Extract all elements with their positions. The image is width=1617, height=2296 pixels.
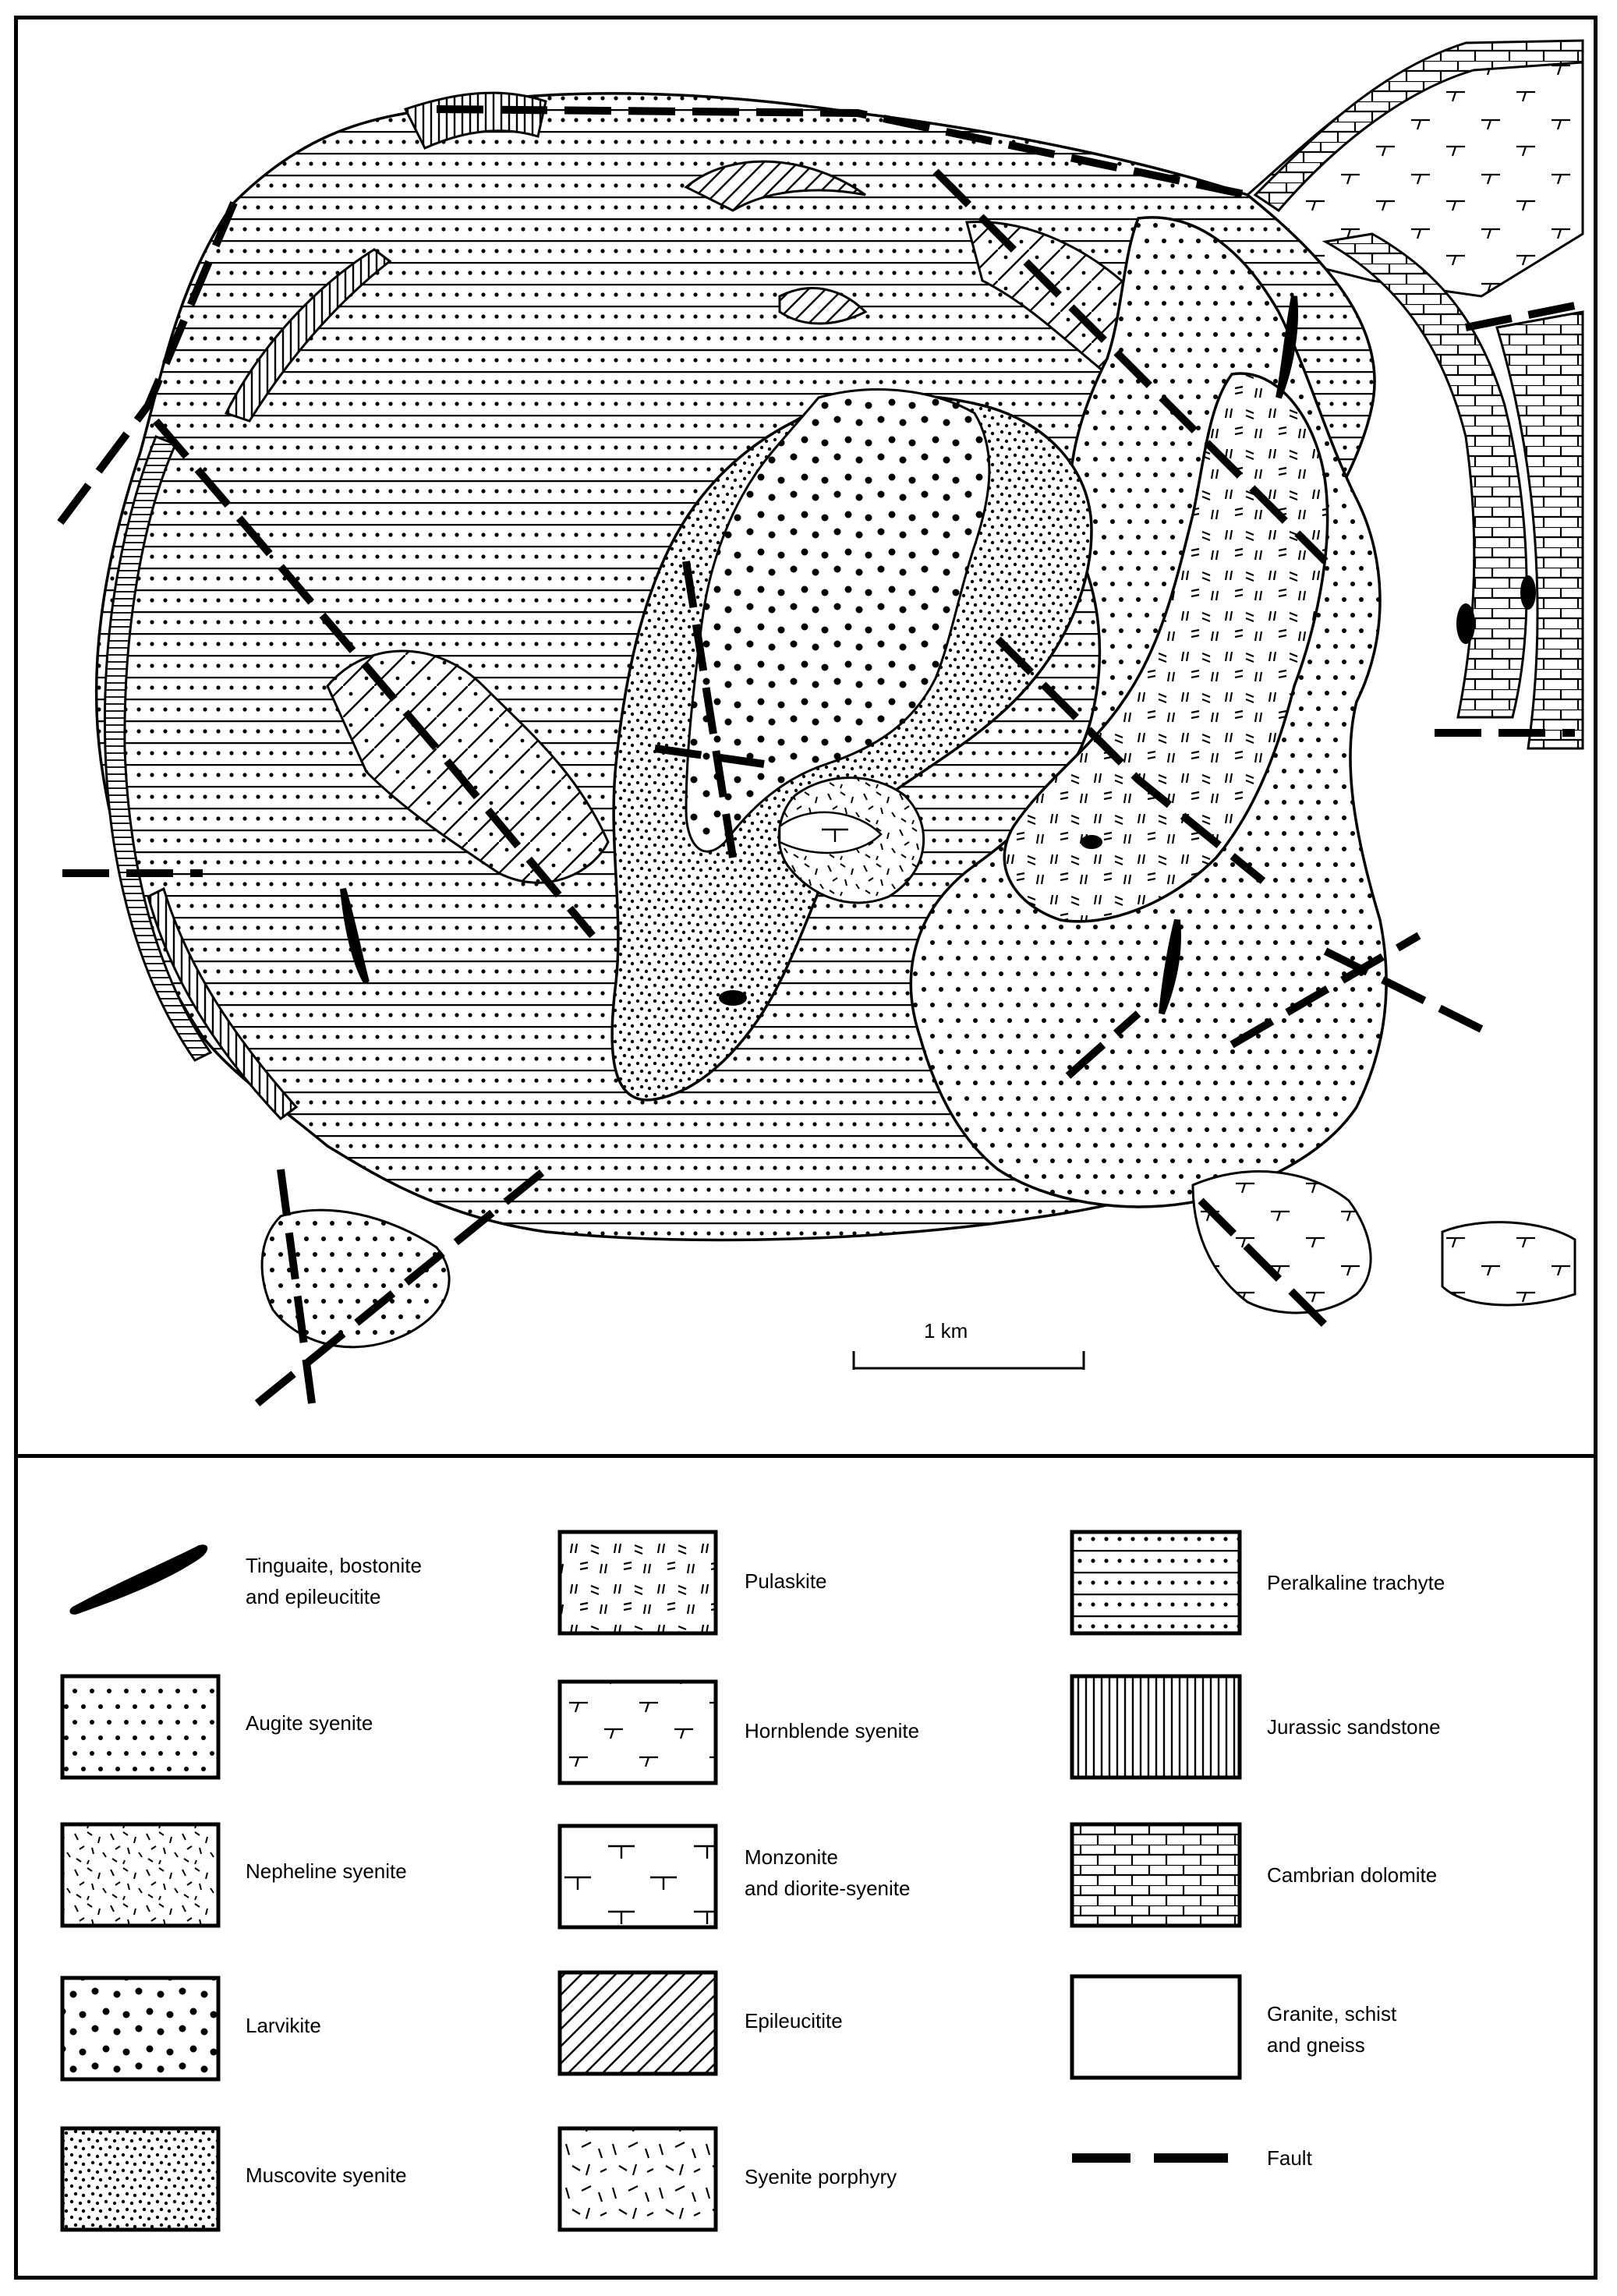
legend-swatch-monzonite bbox=[560, 1826, 716, 1927]
legend-label-tinguaite: Tinguaite, bostonite and epileucitite bbox=[246, 1554, 422, 1608]
legend-swatch-epileucitite bbox=[560, 1972, 716, 2074]
legend-label-granite: Granite, schist and gneiss bbox=[1267, 2002, 1397, 2057]
legend-swatch-sandstone bbox=[1072, 1676, 1240, 1778]
legend-label-trachyte: Peralkaline trachyte bbox=[1267, 1571, 1445, 1594]
scale-bar-label: 1 km bbox=[924, 1319, 968, 1343]
legend-swatch-tinguaite bbox=[69, 1544, 207, 1615]
legend-label-pulaskite: Pulaskite bbox=[745, 1569, 827, 1593]
legend-label-nepheline: Nepheline syenite bbox=[246, 1859, 407, 1883]
legend-label-hornblende: Hornblende syenite bbox=[745, 1719, 920, 1742]
legend-swatch-augite bbox=[62, 1676, 218, 1778]
legend-label-porphyry: Syenite porphyry bbox=[745, 2165, 897, 2188]
legend-swatch-granite bbox=[1072, 1976, 1240, 2078]
legend-label-larvikite: Larvikite bbox=[246, 2014, 321, 2037]
legend-swatch-trachyte bbox=[1072, 1532, 1240, 1633]
legend-swatch-dolomite bbox=[1072, 1824, 1240, 1926]
legend-swatch-larvikite bbox=[62, 1978, 218, 2079]
legend-label-epileucitite: Epileucitite bbox=[745, 2009, 843, 2032]
legend-label-monzonite: Monzonite and diorite-syenite bbox=[745, 1845, 911, 1900]
legend-label-sandstone: Jurassic sandstone bbox=[1267, 1715, 1441, 1739]
legend-swatch-hornblende bbox=[560, 1682, 716, 1783]
legend-label-dolomite: Cambrian dolomite bbox=[1267, 1863, 1438, 1887]
legend-swatch-porphyry bbox=[560, 2128, 716, 2230]
legend-swatch-pulaskite bbox=[560, 1532, 716, 1633]
legend-label-fault: Fault bbox=[1267, 2146, 1312, 2170]
legend-label-augite: Augite syenite bbox=[246, 1711, 373, 1735]
legend-swatch-muscovite bbox=[62, 2128, 218, 2230]
legend-label-muscovite: Muscovite syenite bbox=[246, 2163, 407, 2187]
legend-swatch-nepheline bbox=[62, 1824, 218, 1926]
